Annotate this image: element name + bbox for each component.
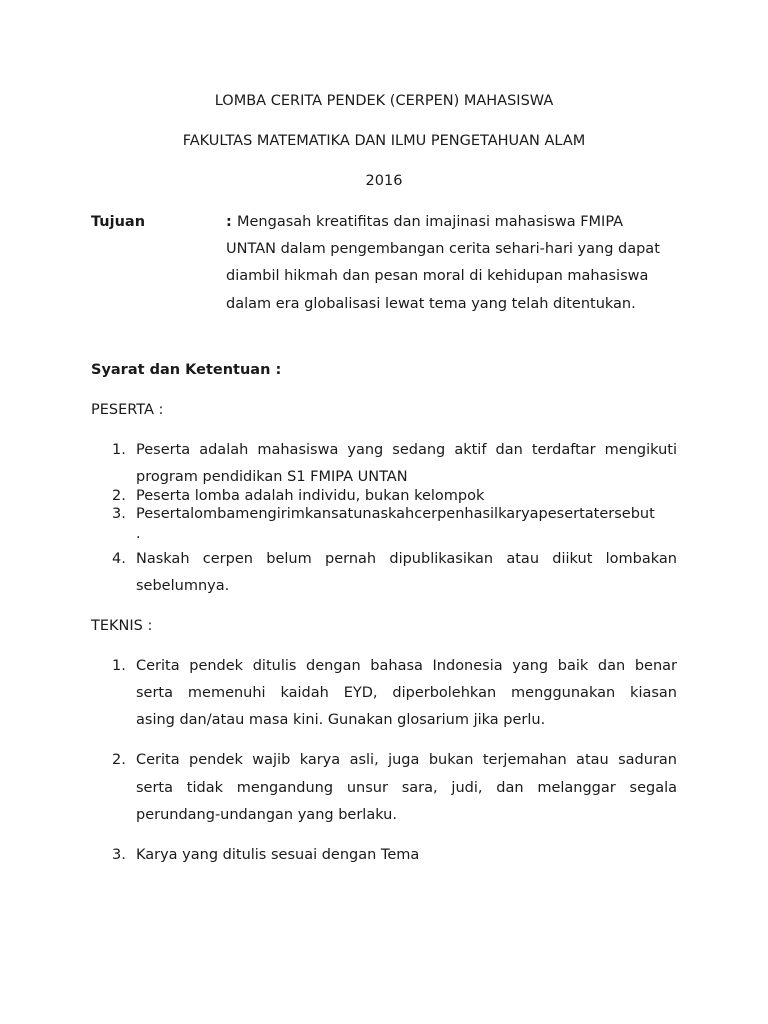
list-item-line: sebelumnya. [136,578,230,594]
tujuan-label: Tujuan [91,214,146,230]
list-item-line: asing dan/atau masa kini. Gunakan glosarium jika perlu. [136,712,546,728]
list-number: 3. [112,506,126,522]
document-title: LOMBA CERITA PENDEK (CERPEN) MAHASISWA [214,93,554,109]
list-number: 2. [112,488,126,504]
list-item-line: serta memenuhi kaidah EYD, diperbolehkan menggunakan kiasan [136,685,677,701]
tujuan-line: UNTAN dalam pengembangan cerita sehari-hari yang dapat [226,241,660,257]
list-item-line: Peserta adalah mahasiswa yang sedang aktif dan terdaftar mengikuti [136,442,677,458]
list-item-line: . [136,526,141,542]
teknis-colon: : [142,618,153,634]
peserta-heading [91,402,163,418]
list-item-line: perundang-undangan yang berlaku. [136,807,397,823]
list-item-line: program pendidikan S1 FMIPA UNTAN [136,469,408,485]
list-item-line: Cerita pendek ditulis dengan bahasa Indonesia yang baik dan benar [136,658,677,674]
peserta-label: PESERTA [91,402,154,418]
list-item-line: Karya yang ditulis sesuai dengan Tema [136,847,420,863]
tujuan-colon: : [226,214,232,230]
list-number: 3. [112,847,126,863]
syarat-heading: Syarat dan Ketentuan : [91,362,282,378]
list-item-line: Pesertalombamengirimkansatunaskahcerpenhasilkaryapesertatersebut [136,506,655,522]
list-item-line: Naskah cerpen belum pernah dipublikasikan atau diikut lombakan [136,551,677,567]
tujuan-line: diambil hikmah dan pesan moral di kehidupan mahasiswa [226,268,649,284]
tujuan-line: dalam era globalisasi lewat tema yang telah ditentukan. [226,296,636,312]
year-title: 2016 [365,173,403,189]
tujuan-line: Mengasah kreatifitas dan imajinasi mahasiswa FMIPA [237,214,624,230]
list-item-line: Cerita pendek wajib karya asli, juga bukan terjemahan atau saduran [136,752,677,768]
list-item-line: serta tidak mengandung unsur sara, judi, dan melanggar segala [136,780,677,796]
peserta-colon: : [153,402,164,418]
list-number: 1. [112,442,126,458]
teknis-heading [91,618,152,634]
faculty-title: FAKULTAS MATEMATIKA DAN ILMU PENGETAHUAN ALAM [182,133,586,149]
list-number: 4. [112,551,126,567]
list-number: 1. [112,658,126,674]
teknis-label: TEKNIS [91,618,143,634]
list-item-line: Peserta lomba adalah individu, bukan kelompok [136,488,485,504]
list-number: 2. [112,752,126,768]
